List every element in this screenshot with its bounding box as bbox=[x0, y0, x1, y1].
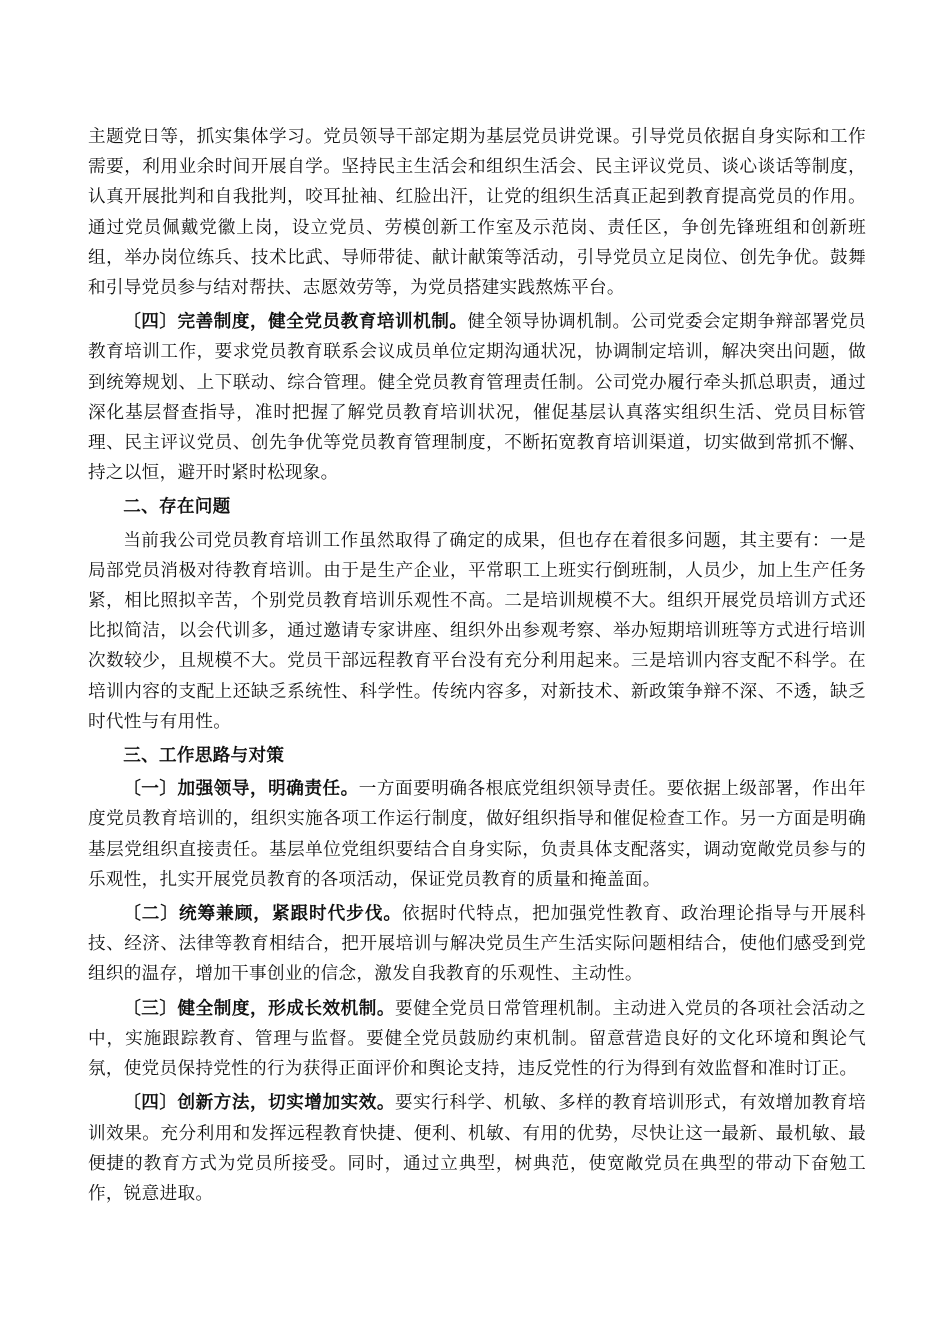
paragraph-problems bbox=[88, 526, 866, 737]
paragraph-party-day-study bbox=[88, 122, 866, 303]
paragraph-strategy-4 bbox=[88, 1088, 866, 1209]
paragraph-text: 当前我公司党员教育培训工作虽然取得了确定的成果，但也存在着很多问题，其主要有：一是局部党员消极对待教育培训。由于是生产企业，平常职工上班实行倒班制，人员少，加上生产任务紧，相比照拟辛苦，个别党员教育培训乐观性不高。二是培训规模不大。组织开展党员培训方式还比拟简洁，以会代训多，通过邀请专家讲座、组织外出参观考察、举办短期培训班等方式进行培训次数较少，且规模不大。党员干部远程教育平台没有充分利用起来。三是培训内容支配不科学。在培训内容的支配上还缺乏系统性、科学性。传统内容多，对新技术、新政策争辩不深、不透，缺乏时代性与有用性。 bbox=[88, 530, 866, 732]
paragraph-item-4-training-mechanism bbox=[88, 307, 866, 488]
paragraph-lead: 〔二〕统筹兼顾，紧跟时代步伐。 bbox=[123, 903, 402, 925]
paragraph-text: 健全领导协调机制。公司党委会定期争辩部署党员教育培训工作，要求党员教育联系会议成员单位定期沟通状况，协调制定培训，解决突出问题，做到统筹规划、上下联动、综合管理。健全党员教育管理责任制。公司党办履行牵头抓总职责，通过深化基层督查指导，准时把握了解党员教育培训状况，催促基层认真落实组织生活、党员目标管理、民主评议党员、创先争优等党员教育管理制度，不断拓宽教育培训渠道，切实做到常抓不懈、持之以恒，避开时紧时松现象。 bbox=[88, 312, 867, 484]
paragraph-strategy-1 bbox=[88, 774, 866, 895]
paragraph-strategy-2 bbox=[88, 899, 866, 990]
paragraph-text: 主题党日等，抓实集体学习。党员领导干部定期为基层党员讲党课。引导党员依据自身实际和工作需要，利用业余时间开展自学。坚持民主生活会和组织生活会、民主评议党员、谈心谈话等制度，认真开展批判和自我批判，咬耳扯袖、红脸出汗，让党的组织生活真正起到教育提高党员的作用。通过党员佩戴党徽上岗，设立党员、劳模创新工作室及示范岗、责任区，争创先锋班组和创新班组，举办岗位练兵、技术比武、导师带徒、献计献策等活动，引导党员立足岗位、创先争优。鼓舞和引导党员参与结对帮扶、志愿效劳等，为党员搭建实践熬炼平台。 bbox=[88, 127, 866, 299]
paragraph-text: 依据时代特点，把加强党性教育、政治理论指导与开展科技、经济、法律等教育相结合，把开展培训与解决党员生产生活实际问题相结合，使他们感受到党组织的温存，增加干事创业的信念，激发自我教育的乐观性、主动性。 bbox=[88, 904, 866, 985]
paragraph-text: 一方面要明确各根底党组织领导责任。要依据上级部署，作出年度党员教育培训的，组织实施各项工作运行制度，做好组织指导和催促检查工作。另一方面是明确基层党组织直接责任。基层单位党组织要结合自身实际，负责具体支配落实，调动宽敞党员参与的乐观性，扎实开展党员教育的各项活动，保证党员教育的质量和掩盖面。 bbox=[88, 779, 867, 890]
paragraph-lead: 〔三〕健全制度，形成长效机制。 bbox=[123, 997, 396, 1019]
paragraph-strategy-3 bbox=[88, 994, 866, 1085]
section-heading-strategies: 三、工作思路与对策 bbox=[123, 745, 285, 767]
paragraph-lead: 〔四〕完善制度，健全党员教育培训机制。 bbox=[123, 311, 468, 333]
paragraph-lead: 〔一〕加强领导，明确责任。 bbox=[123, 778, 359, 800]
document-page bbox=[88, 122, 866, 1212]
paragraph-text: 要实行科学、机敏、多样的教育培训形式，有效增加教育培训效果。充分利用和发挥远程教育快捷、便利、机敏、有用的优势，尽快让这一最新、最机敏、最便捷的教育方式为党员所接受。同时，通过立典型，树典范，使宽敞党员在典型的带动下奋勉工作，锐意进取。 bbox=[88, 1093, 866, 1204]
section-heading-problems: 二、存在问题 bbox=[123, 496, 231, 518]
paragraph-lead: 〔四〕创新方法，切实增加实效。 bbox=[123, 1092, 396, 1114]
paragraph-text: 要健全党员日常管理机制。主动进入党员的各项社会活动之中，实施跟踪教育、管理与监督。要健全党员鼓励约束机制。留意营造良好的文化环境和舆论气氛，使党员保持党性的行为获得正面评价和舆论支持，违反党性的行为得到有效监督和准时订正。 bbox=[88, 998, 866, 1080]
